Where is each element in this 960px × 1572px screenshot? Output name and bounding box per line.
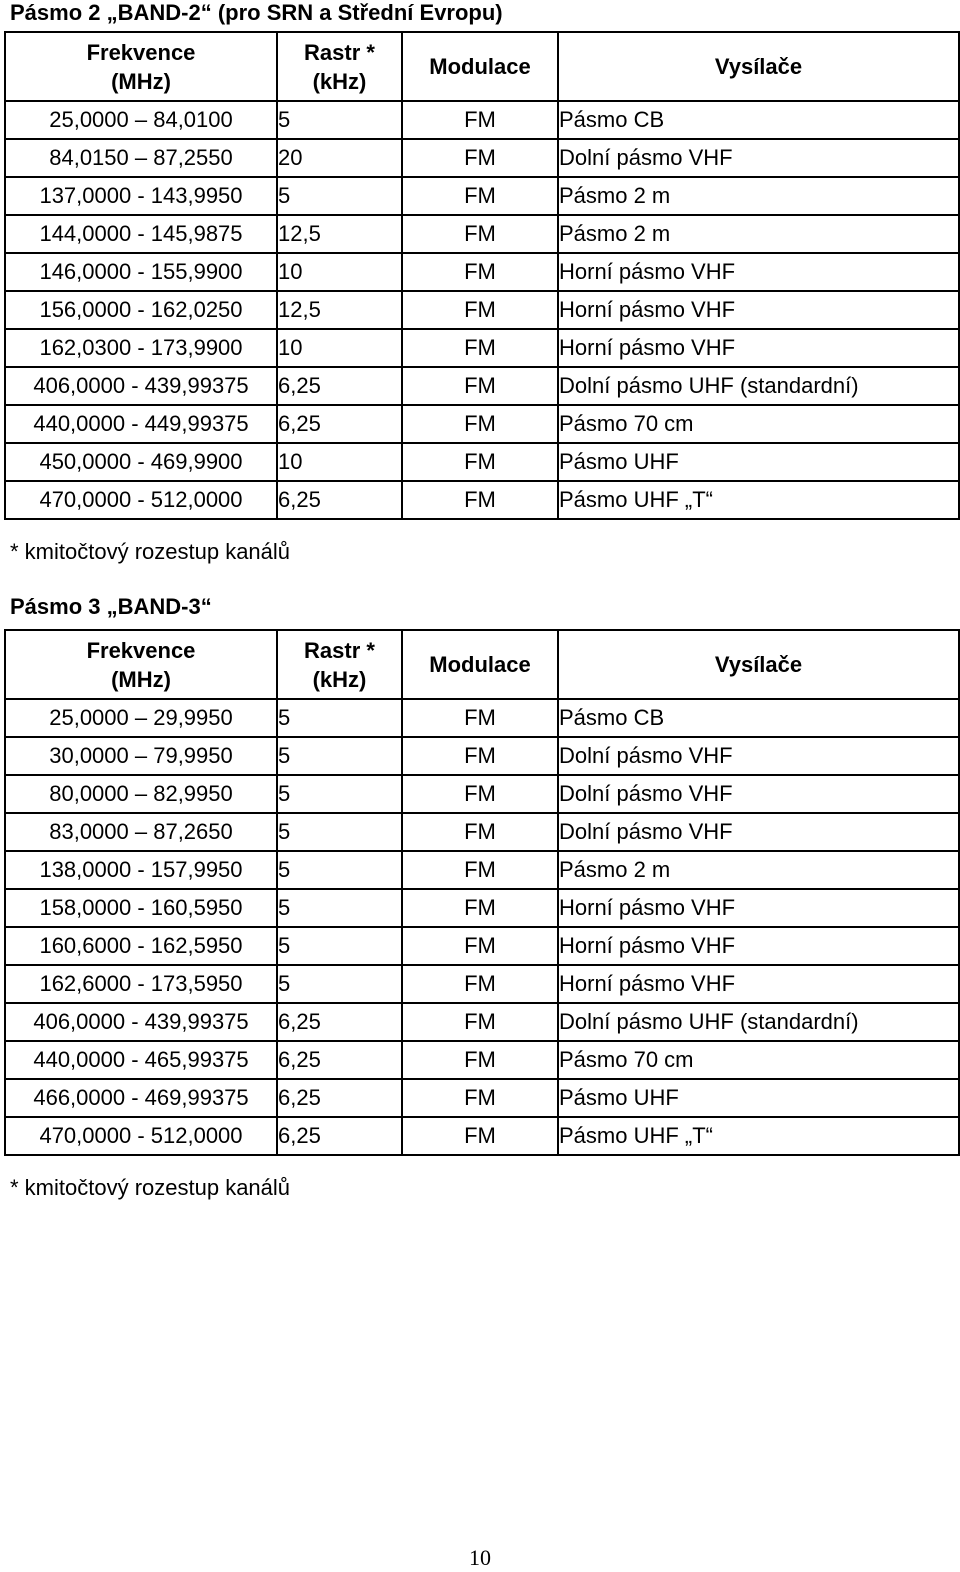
cell-rastr: 12,5 bbox=[277, 291, 402, 329]
table-row bbox=[5, 889, 959, 927]
cell-frekvence: 160,6000 - 162,5950 bbox=[5, 927, 277, 965]
table-row bbox=[5, 813, 959, 851]
header-rastr-label: Rastr * (kHz) bbox=[304, 39, 375, 94]
cell-modulace: FM bbox=[402, 1079, 558, 1117]
cell-rastr: 6,25 bbox=[277, 405, 402, 443]
cell-rastr: 5 bbox=[277, 101, 402, 139]
table-row bbox=[5, 699, 959, 737]
cell-vysilace: Horní pásmo VHF bbox=[558, 965, 959, 1003]
table-row bbox=[5, 965, 959, 1003]
cell-frekvence: 30,0000 – 79,9950 bbox=[5, 737, 277, 775]
cell-vysilace: Pásmo CB bbox=[558, 101, 959, 139]
cell-frekvence: 84,0150 – 87,2550 bbox=[5, 139, 277, 177]
cell-vysilace: Pásmo 2 m bbox=[558, 177, 959, 215]
cell-frekvence: 137,0000 - 143,9950 bbox=[5, 177, 277, 215]
cell-modulace: FM bbox=[402, 927, 558, 965]
cell-vysilace: Horní pásmo VHF bbox=[558, 329, 959, 367]
cell-modulace: FM bbox=[402, 405, 558, 443]
cell-vysilace: Pásmo CB bbox=[558, 699, 959, 737]
band2-footnote: * kmitočtový rozestup kanálů bbox=[10, 539, 291, 564]
header-vysilace-label: Vysílače bbox=[714, 54, 803, 79]
cell-frekvence: 440,0000 - 465,99375 bbox=[5, 1041, 277, 1079]
cell-frekvence: 466,0000 - 469,99375 bbox=[5, 1079, 277, 1117]
cell-modulace: FM bbox=[402, 1041, 558, 1079]
cell-rastr: 5 bbox=[277, 813, 402, 851]
cell-rastr: 10 bbox=[277, 443, 402, 481]
table-header-row bbox=[5, 32, 959, 101]
cell-vysilace: Dolní pásmo VHF bbox=[558, 139, 959, 177]
cell-rastr: 5 bbox=[277, 775, 402, 813]
band3-table-body bbox=[5, 699, 959, 1155]
cell-vysilace: Pásmo 2 m bbox=[558, 851, 959, 889]
cell-modulace: FM bbox=[402, 889, 558, 927]
table-row bbox=[5, 1003, 959, 1041]
cell-modulace: FM bbox=[402, 851, 558, 889]
cell-modulace: FM bbox=[402, 813, 558, 851]
cell-frekvence: 146,0000 - 155,9900 bbox=[5, 253, 277, 291]
table-row bbox=[5, 851, 959, 889]
cell-rastr: 6,25 bbox=[277, 1079, 402, 1117]
cell-frekvence: 440,0000 - 449,99375 bbox=[5, 405, 277, 443]
header-modulace-label: Modulace bbox=[429, 54, 531, 79]
cell-rastr: 5 bbox=[277, 737, 402, 775]
band3-table bbox=[4, 629, 960, 1156]
cell-vysilace: Pásmo UHF „T“ bbox=[558, 481, 959, 519]
cell-frekvence: 25,0000 – 84,0100 bbox=[5, 101, 277, 139]
cell-rastr: 12,5 bbox=[277, 215, 402, 253]
cell-vysilace: Dolní pásmo VHF bbox=[558, 813, 959, 851]
cell-frekvence: 470,0000 - 512,0000 bbox=[5, 481, 277, 519]
cell-vysilace: Pásmo 70 cm bbox=[558, 1041, 959, 1079]
cell-vysilace: Horní pásmo VHF bbox=[558, 253, 959, 291]
cell-vysilace: Dolní pásmo UHF (standardní) bbox=[558, 367, 959, 405]
cell-rastr: 5 bbox=[277, 177, 402, 215]
header-frekvence bbox=[5, 630, 277, 699]
header-vysilace bbox=[558, 630, 959, 699]
cell-rastr: 6,25 bbox=[277, 1117, 402, 1155]
band3-title: Pásmo 3 „BAND-3“ bbox=[10, 594, 212, 619]
cell-rastr: 5 bbox=[277, 927, 402, 965]
cell-modulace: FM bbox=[402, 443, 558, 481]
band2-table-body bbox=[5, 101, 959, 519]
table-header-row bbox=[5, 630, 959, 699]
cell-rastr: 20 bbox=[277, 139, 402, 177]
cell-modulace: FM bbox=[402, 139, 558, 177]
cell-modulace: FM bbox=[402, 965, 558, 1003]
header-modulace bbox=[402, 32, 558, 101]
header-modulace bbox=[402, 630, 558, 699]
cell-vysilace: Pásmo UHF „T“ bbox=[558, 1117, 959, 1155]
cell-modulace: FM bbox=[402, 253, 558, 291]
header-modulace-label: Modulace bbox=[429, 652, 531, 677]
cell-rastr: 5 bbox=[277, 889, 402, 927]
cell-rastr: 5 bbox=[277, 851, 402, 889]
table-row bbox=[5, 101, 959, 139]
band2-title: Pásmo 2 „BAND-2“ (pro SRN a Střední Evropu) bbox=[10, 0, 503, 25]
cell-modulace: FM bbox=[402, 367, 558, 405]
cell-frekvence: 156,0000 - 162,0250 bbox=[5, 291, 277, 329]
band2-table bbox=[4, 31, 960, 520]
cell-vysilace: Pásmo 2 m bbox=[558, 215, 959, 253]
cell-frekvence: 450,0000 - 469,9900 bbox=[5, 443, 277, 481]
cell-modulace: FM bbox=[402, 481, 558, 519]
cell-modulace: FM bbox=[402, 177, 558, 215]
cell-modulace: FM bbox=[402, 101, 558, 139]
header-vysilace-label: Vysílače bbox=[714, 652, 803, 677]
cell-frekvence: 144,0000 - 145,9875 bbox=[5, 215, 277, 253]
table-row bbox=[5, 775, 959, 813]
cell-vysilace: Horní pásmo VHF bbox=[558, 889, 959, 927]
cell-rastr: 5 bbox=[277, 965, 402, 1003]
cell-rastr: 10 bbox=[277, 329, 402, 367]
header-frekvence bbox=[5, 32, 277, 101]
cell-vysilace: Horní pásmo VHF bbox=[558, 927, 959, 965]
table-row bbox=[5, 1041, 959, 1079]
header-rastr bbox=[277, 32, 402, 101]
band3-footnote: * kmitočtový rozestup kanálů bbox=[10, 1175, 291, 1200]
cell-frekvence: 83,0000 – 87,2650 bbox=[5, 813, 277, 851]
cell-vysilace: Pásmo UHF bbox=[558, 1079, 959, 1117]
table-row bbox=[5, 329, 959, 367]
table-row bbox=[5, 737, 959, 775]
cell-frekvence: 158,0000 - 160,5950 bbox=[5, 889, 277, 927]
table-row bbox=[5, 291, 959, 329]
header-vysilace bbox=[558, 32, 959, 101]
header-rastr bbox=[277, 630, 402, 699]
table-row bbox=[5, 1117, 959, 1155]
table-row bbox=[5, 481, 959, 519]
table-row bbox=[5, 367, 959, 405]
cell-frekvence: 25,0000 – 29,9950 bbox=[5, 699, 277, 737]
cell-frekvence: 406,0000 - 439,99375 bbox=[5, 1003, 277, 1041]
cell-vysilace: Dolní pásmo VHF bbox=[558, 737, 959, 775]
page-number: 10 bbox=[469, 1545, 491, 1570]
cell-frekvence: 406,0000 - 439,99375 bbox=[5, 367, 277, 405]
cell-rastr: 6,25 bbox=[277, 481, 402, 519]
cell-modulace: FM bbox=[402, 215, 558, 253]
cell-rastr: 10 bbox=[277, 253, 402, 291]
cell-modulace: FM bbox=[402, 1003, 558, 1041]
table-row bbox=[5, 927, 959, 965]
cell-vysilace: Pásmo UHF bbox=[558, 443, 959, 481]
cell-rastr: 6,25 bbox=[277, 1041, 402, 1079]
header-frekvence-label: Frekvence (MHz) bbox=[86, 39, 196, 94]
cell-modulace: FM bbox=[402, 775, 558, 813]
cell-modulace: FM bbox=[402, 329, 558, 367]
table-row bbox=[5, 253, 959, 291]
table-row bbox=[5, 1079, 959, 1117]
cell-rastr: 6,25 bbox=[277, 1003, 402, 1041]
cell-frekvence: 162,0300 - 173,9900 bbox=[5, 329, 277, 367]
cell-vysilace: Horní pásmo VHF bbox=[558, 291, 959, 329]
table-row bbox=[5, 139, 959, 177]
table-row bbox=[5, 405, 959, 443]
header-frekvence-label: Frekvence (MHz) bbox=[86, 637, 196, 692]
cell-frekvence: 138,0000 - 157,9950 bbox=[5, 851, 277, 889]
cell-modulace: FM bbox=[402, 699, 558, 737]
cell-vysilace: Pásmo 70 cm bbox=[558, 405, 959, 443]
cell-modulace: FM bbox=[402, 1117, 558, 1155]
table-row bbox=[5, 177, 959, 215]
cell-frekvence: 162,6000 - 173,5950 bbox=[5, 965, 277, 1003]
cell-modulace: FM bbox=[402, 291, 558, 329]
cell-vysilace: Dolní pásmo VHF bbox=[558, 775, 959, 813]
cell-rastr: 6,25 bbox=[277, 367, 402, 405]
table-row bbox=[5, 215, 959, 253]
table-row bbox=[5, 443, 959, 481]
cell-modulace: FM bbox=[402, 737, 558, 775]
cell-vysilace: Dolní pásmo UHF (standardní) bbox=[558, 1003, 959, 1041]
cell-frekvence: 80,0000 – 82,9950 bbox=[5, 775, 277, 813]
header-rastr-label: Rastr * (kHz) bbox=[304, 637, 375, 692]
cell-frekvence: 470,0000 - 512,0000 bbox=[5, 1117, 277, 1155]
cell-rastr: 5 bbox=[277, 699, 402, 737]
